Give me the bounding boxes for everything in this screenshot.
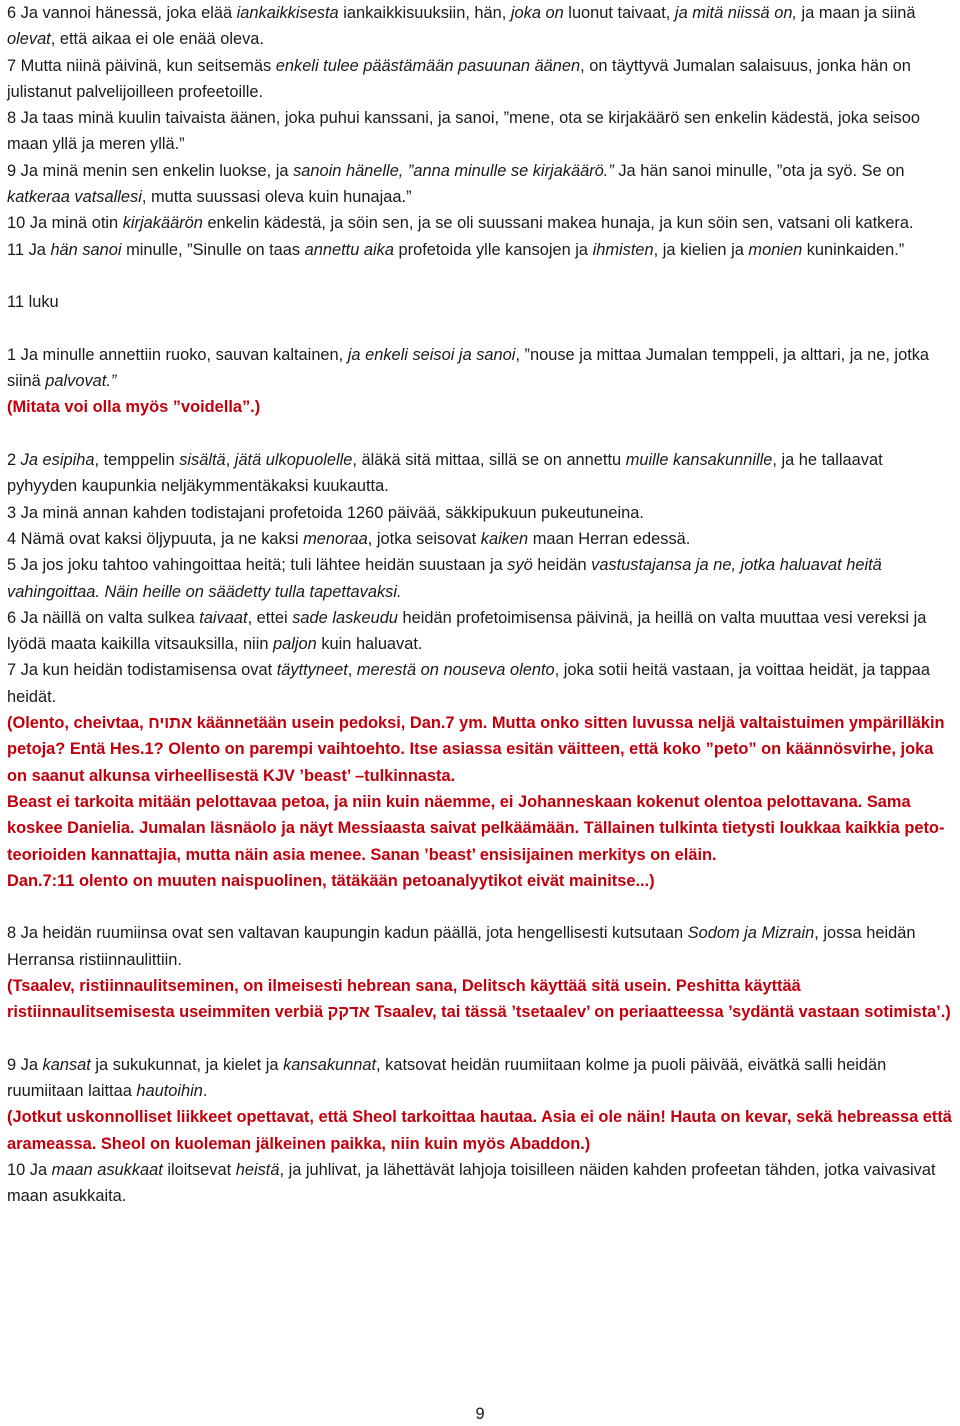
spacer <box>7 263 953 289</box>
verse-10-9: 9 Ja minä menin sen enkelin luokse, ja sanoin hänelle, ”anna minulle se kirjakäärö.” Ja hän sanoi minulle, ”ota ja syö. Se on katkeraa vatsallesi, mutta suussasi oleva kuin hunajaa.” <box>7 161 905 207</box>
commentary-note: (Jotkut uskonnolliset liikkeet opettavat, että Sheol tarkoittaa hautaa. Asia ei ole näin! Hauta on kevar, sekä hebreassa että arameassa. Sheol on kuoleman jälkeinen paikka, niin kuin myös Abaddon.) <box>7 1108 952 1153</box>
commentary-note: Beast ei tarkoita mitään pelottavaa petoa, ja niin kuin näemme, ei Johanneskaan kokenut olentoa pelottavana. Sama koskee Danielia. Jumalan läsnäolo ja näyt Messiaasta saivat pelkäämään. Tällainen tulkinta tietysti loukkaa kaikkia peto-teorioiden kannattajia, mutta näin asia menee. Sanan ’beast’ ensisijainen merkitys on eläin. <box>7 792 945 864</box>
spacer <box>7 421 953 447</box>
verse-11-6: 6 Ja näillä on valta sulkea taivaat, ettei sade laskeudu heidän profetoimisensa päivinä, ja heillä on valta muuttaa vesi vereksi ja lyödä maata kaikilla vitsauksilla, niin paljon kuin haluavat. <box>7 608 927 654</box>
verse-11-7: 7 Ja kun heidän todistamisensa ovat täyttyneet, merestä on nouseva olento, joka sotii heitä vastaan, ja voittaa heidät, ja tappaa heidät. <box>7 661 931 706</box>
commentary-note: (Tsaalev, ristiinnaulitseminen, on ilmeisesti hebrean sana, Delitsch käyttää sitä usein. Peshitta käyttää ristiinnaulitsemisesta useimmiten verbiä אדקק Tsaalev, tai tässä ’tsetaalev’ on periaatteessa ’sydäntä vastaan sotimista’.) <box>7 976 951 1022</box>
spacer <box>7 1026 953 1052</box>
chapter-heading: 11 luku <box>7 293 59 312</box>
page-number: 9 <box>475 1405 485 1423</box>
verse-11-8: 8 Ja heidän ruumiinsa ovat sen valtavan kaupungin kadun päällä, jota hengellisesti kutsutaan Sodom ja Mizrain, jossa heidän Herransa ristiinnaulittiin. <box>7 924 916 969</box>
verse-11-4: 4 Nämä ovat kaksi öljypuuta, ja ne kaksi menoraa, jotka seisovat kaiken maan Herran edessä. <box>7 529 691 548</box>
verse-10-10: 10 Ja minä otin kirjakäärön enkelin kädestä, ja söin sen, ja se oli suussani makea hunaja, ja kun söin sen, vatsani oli katkera. <box>7 214 914 233</box>
verse-11-1: 1 Ja minulle annettiin ruoko, sauvan kaltainen, ja enkeli seisoi ja sanoi, ”nouse ja mittaa Jumalan temppeli, ja alttari, ja ne, jotka siinä palvovat.” <box>7 345 930 391</box>
spacer <box>7 894 953 920</box>
verse-11-3: 3 Ja minä annan kahden todistajani profetoida 1260 päivää, säkkipukuun pukeutuneina. <box>7 503 644 522</box>
verse-10-7: 7 Mutta niinä päivinä, kun seitsemäs enkeli tulee päästämään pasuunan äänen, on täyttyvä Jumalan salaisuus, jonka hän on julistanut palvelijoilleen profeetoille. <box>7 56 911 101</box>
verse-11-5: 5 Ja jos joku tahtoo vahingoittaa heitä; tuli lähtee heidän suustaan ja syö heidän vastustajansa ja ne, jotka haluavat heitä vahingoittaa. Näin heille on säädetty tulla tapettavaksi. <box>7 556 882 601</box>
commentary-note: (Olento, cheivtaa, אתויח käännetään usein pedoksi, Dan.7 ym. Mutta onko sitten luvussa neljä valtaistuimen ympärilläkin petoja? Entä Hes.1? Olento on parempi vaihtoehto. Itse asiassa esitän väitteen, että koko ”peto” on käännösvirhe, joka on saanut alkunsa virheellisestä KJV ’beast’ –tulkinnasta. <box>7 714 945 785</box>
verse-10-11: 11 Ja hän sanoi minulle, ”Sinulle on taas annettu aika profetoida ylle kansojen ja ihmisten, ja kielien ja monien kuninkaiden.” <box>7 240 905 259</box>
verse-11-10: 10 Ja maan asukkaat iloitsevat heistä, ja juhlivat, ja lähettävät lahjoja toisilleen näiden kahden profeetan tähden, jotka vaivasivat maan asukkaita. <box>7 1161 936 1206</box>
commentary-note: Dan.7:11 olento on muuten naispuolinen, tätäkään petoanalyytikot eivät mainitse...) <box>7 871 655 890</box>
verse-11-9: 9 Ja kansat ja sukukunnat, ja kielet ja kansakunnat, katsovat heidän ruumiitaan kolme ja puoli päivää, eivätkä salli heidän ruumiitaan laittaa hautoihin. <box>7 1055 887 1101</box>
spacer <box>7 316 953 342</box>
verse-11-2: 2 Ja esipiha, temppelin sisältä, jätä ulkopuolelle, äläkä sitä mittaa, sillä se on annettu muille kansakunnille, ja he tallaavat pyhyyden kaupunkia neljäkymmentäkaksi kuukautta. <box>7 451 883 496</box>
verse-10-8: 8 Ja taas minä kuulin taivaista äänen, joka puhui kanssani, ja sanoi, ”mene, ota se kirjakäärö sen enkelin kädestä, joka seisoo maan yllä ja meren yllä.” <box>7 109 920 154</box>
document-body <box>7 0 953 1210</box>
verse-10-6: 6 Ja vannoi hänessä, joka elää iankaikkisesta iankaikkisuuksiin, hän, joka on luonut taivaat, ja mitä niissä on, ja maan ja siinä olevat, että aikaa ei ole enää oleva. <box>7 4 916 49</box>
commentary-note: (Mitata voi olla myös ”voidella”.) <box>7 398 261 417</box>
